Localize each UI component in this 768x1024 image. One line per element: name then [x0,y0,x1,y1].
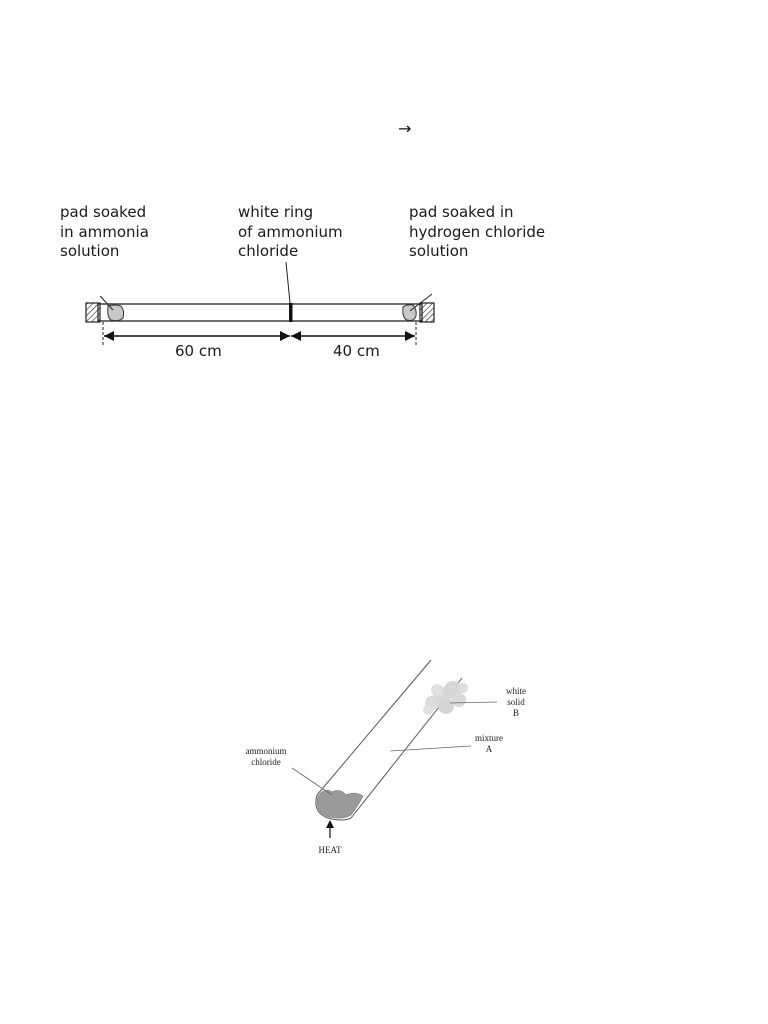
ammonia-pad-label-line-2: in ammonia [60,222,149,241]
left-distance-label: 60 cm [175,342,222,360]
mixture-label [470,733,508,755]
test-tube-left-wall [317,660,431,795]
mixture-leader [390,746,471,751]
heat-label: HEAT [318,845,342,855]
white-solid-deposit [423,681,468,715]
white-solid-label-line-2: solid [507,697,525,707]
hydrogen-chloride-pad-label-line-1: pad soaked in [409,203,514,221]
ammonium-chloride-solid [317,790,363,818]
ammonium-chloride-leader [292,768,332,795]
ammonia-pad-label-line-1: pad soaked [60,203,147,221]
ammonium-chloride-label [238,746,294,768]
white-ring-label-line-2: of ammonium [238,222,343,241]
white-solid-label [498,686,534,719]
white-ring-label-line-3: chloride [238,242,299,260]
white-solid-label-line-1: white [506,686,526,696]
mixture-label-line-2: A [485,744,493,754]
heat-arrowhead [326,820,334,828]
reaction-arrow-symbol: → [398,119,412,138]
white-ring-label-line-1: white ring [238,203,314,221]
hydrogen-chloride-pad-label-line-2: hydrogen chloride [409,222,546,241]
mixture-label-line-1: mixture [475,733,503,743]
hydrogen-chloride-pad-label-line-3: solution [409,242,469,260]
white-solid-label-line-3: B [512,708,519,718]
ammonia-pad-label-line-3: solution [60,242,120,260]
right-distance-label: 40 cm [333,342,380,360]
ammonium-chloride-label-line-2: chloride [251,757,281,767]
ammonium-chloride-label-line-1: ammonium [245,746,287,756]
